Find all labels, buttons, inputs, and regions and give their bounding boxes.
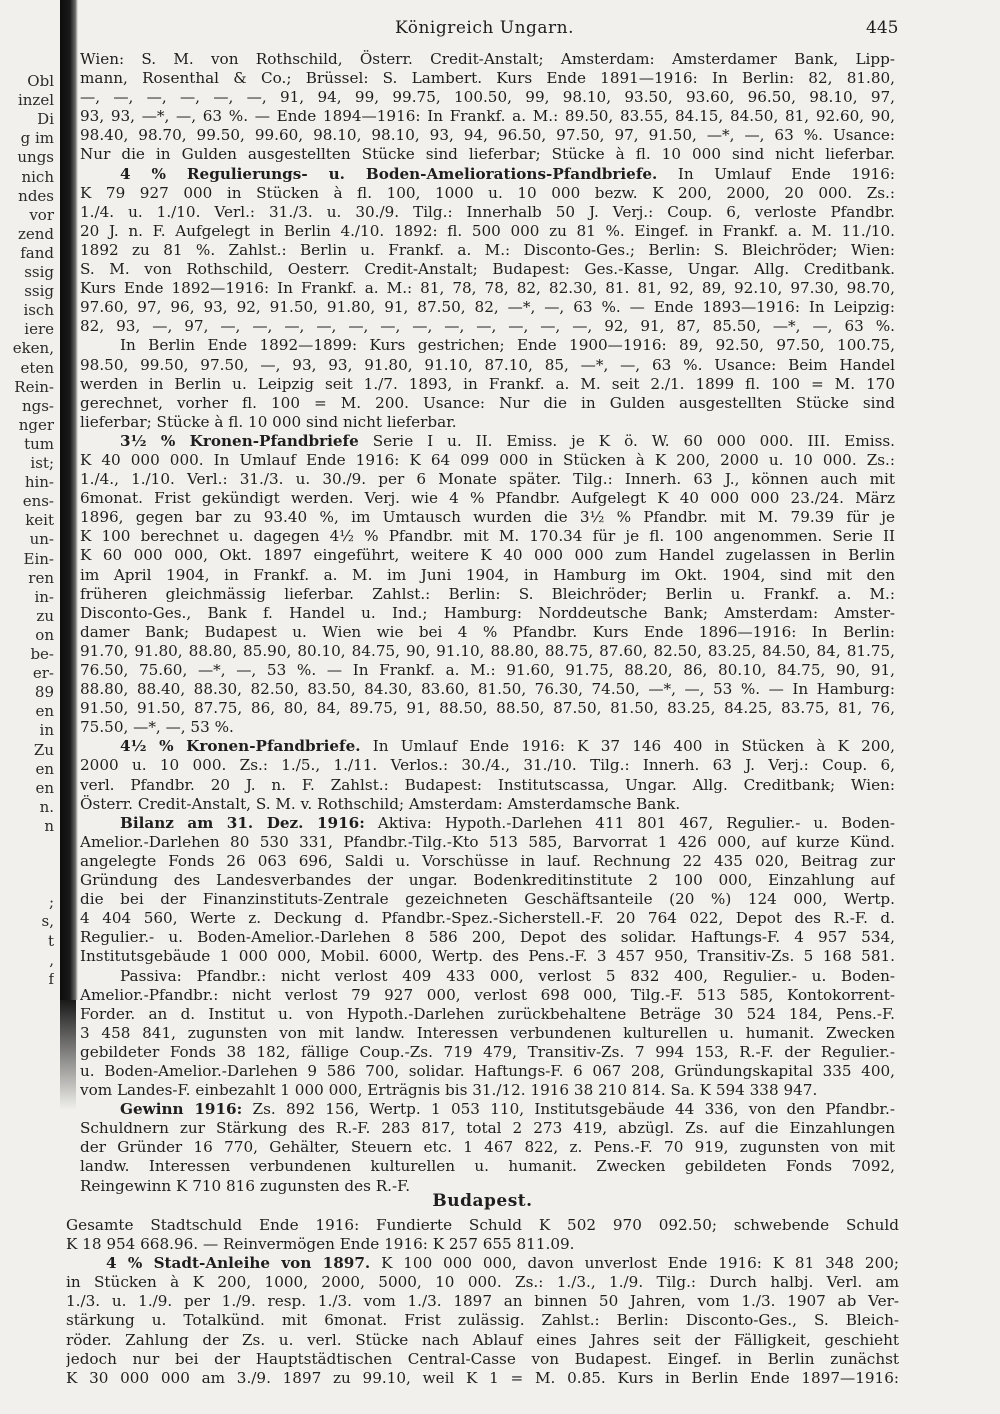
- section-heading: 4½ % Kronen-Pfandbriefe.: [120, 737, 361, 756]
- text-line: K 40 000 000. In Umlauf Ende 1916: K 64 099 000 in Stücken à K 200, 2000 u. 10 000. Zs.:: [80, 450, 895, 469]
- text-line: Regulier.- u. Boden-Amelior.-Darlehen 8 586 200, Depot des solidar. Haftungs-F. 4 957 534,: [80, 928, 895, 947]
- margin-fragment: tum: [24, 434, 54, 453]
- text-line: Gründung des Landesverbandes der ungar. Bodenkreditinstitute 2 100 000, Einzahlung auf: [80, 871, 895, 890]
- section-heading: Gewinn 1916:: [120, 1100, 243, 1119]
- text-line: mann, Rosenthal & Co.; Brüssel: S. Lambert. Kurs Ende 1891—1916: In Berlin: 82, 81.80,: [80, 69, 895, 88]
- margin-fragment: n.: [39, 797, 54, 816]
- page-number: 445: [866, 18, 899, 38]
- margin-fragment: Rein-: [14, 377, 54, 396]
- text-line: jedoch nur bei der Hauptstädtischen Central-Casse von Budapest. Eingef. in Berlin zunächst: [66, 1349, 899, 1368]
- running-title: Königreich Ungarn.: [395, 18, 575, 38]
- text-line: 82, 93, —, 97, —, —, —, —, —, —, —, —, —, —, —, —, 92, 91, 87, 85.50, —*, —, 63 %.: [80, 317, 895, 336]
- margin-fragment: en: [35, 759, 54, 778]
- text-line: stärkung u. Totalkünd. mit 6monat. Frist zulässig. Zahlst.: Berlin: Disconto-Ges., S. Bleich-: [66, 1311, 899, 1330]
- margin-fragment: un-: [29, 530, 54, 549]
- margin-fragment: zend: [17, 224, 54, 243]
- text-line: 93, 93, —*, —, 63 %. — Ende 1894—1916: In Frankf. a. M.: 89.50, 83.55, 84.15, 84.50, 81, 92.60, 90,: [80, 107, 895, 126]
- margin-fragment: in-: [34, 587, 54, 606]
- text-line: Gesamte Stadtschuld Ende 1916: Fundierte Schuld K 502 970 092.50; schwebende Schuld: [66, 1216, 899, 1234]
- margin-fragment: eken,: [12, 339, 54, 358]
- section-bilanz: [80, 814, 895, 1100]
- text-line: Nur die in Gulden ausgestellten Stücke sind lieferbar; Stücke à fl. 10 000 sind nicht lieferbar.: [80, 145, 895, 164]
- section-heading-line: [80, 737, 895, 756]
- heading-rest: In Umlauf Ende 1916: K 37 146 400 in Stücken à K 200,: [372, 737, 895, 756]
- text-line: Kurs Ende 1892—1916: In Frankf. a. M.: 81, 78, 78, 82, 82.30, 81. 81, 92, 89, 92.10, 97.30, 98.70,: [80, 279, 895, 298]
- margin-fragment: ssig: [24, 263, 54, 281]
- text-line: früheren gleichmässig lieferbar. Zahlst.: Berlin: S. Bleichröder; Berlin u. Frankf. a. M.:: [80, 584, 895, 603]
- text-line: 97.60, 97, 96, 93, 92, 91.50, 91.80, 91, 87.50, 82, —*, —, 63 %. — Ende 1893—1916: In Leipzig:: [80, 298, 895, 317]
- margin-fragment: hin-: [24, 473, 54, 492]
- text-line: Disconto-Ges., Bank f. Handel u. Ind.; Hamburg: Norddeutsche Bank; Amsterdam: Amster-: [80, 603, 895, 622]
- text-line: 1./4. u. 1./10. Verl.: 31./3. u. 30./9. Tilg.: Innerhalb 50 J. Verj.: Coup. 6, verloste Pfandbr.: [80, 202, 895, 221]
- text-line: K 60 000 000, Okt. 1897 eingeführt, weitere K 40 000 000 zum Handel zugelassen in Berlin: [80, 546, 895, 565]
- heading-rest: Aktiva: Hypoth.-Darlehen 411 801 467, Regulier.- u. Boden-: [377, 813, 895, 832]
- text-line: 1./4., 1./10. Verl.: 31./3. u. 30./9. per 6 Monate später. Tilg.: Innerh. 63 J., können auch mit: [80, 470, 895, 489]
- text-line: K 30 000 000 am 3./9. 1897 zu 99.10, weil K 1 = M. 0.85. Kurs in Berlin Ende 1897—1916:: [66, 1368, 899, 1387]
- text-line: Forder. an d. Institut u. von Hypoth.-Darlehen zurückbehaltene Beträge 30 524 184, Pens.-F.: [80, 1004, 895, 1023]
- margin-fragment: g im: [20, 129, 54, 148]
- margin-fragment: en: [35, 702, 54, 721]
- text-line: In Berlin Ende 1892—1899: Kurs gestrichen; Ende 1900—1916: 89, 92.50, 97.50, 100.75,: [120, 336, 895, 355]
- text-line: 91.50, 91.50, 87.75, 86, 80, 84, 89.75, 91, 88.50, 88.50, 87.50, 81.50, 83.25, 84.25, 83.75, 81, 76,: [80, 699, 895, 718]
- main-column: [80, 50, 895, 1196]
- section-regulierungs-pfandbriefe: [80, 165, 895, 432]
- margin-fragment: t: [47, 931, 54, 950]
- margin-fragment: n: [44, 816, 54, 835]
- text-line: Wien: S. M. von Rothschild, Österr. Credit-Anstalt; Amsterdam: Amsterdamer Bank, Lipp-: [80, 50, 895, 68]
- text-line: 2000 u. 10 000. Zs.: 1./5., 1./11. Verlos.: 30./4., 31./10. Tilg.: Innerh. 63 J. Verj.: Coup. 6,: [80, 756, 895, 775]
- text-line: 76.50, 75.60, —*, —, 53 %. — In Frankf. a. M.: 91.60, 91.75, 88.20, 86, 80.10, 84.75, 90, 91,: [80, 661, 895, 679]
- margin-fragment: f: [48, 969, 54, 988]
- section-heading-line: [80, 814, 895, 833]
- margin-fragment: zu: [36, 606, 54, 625]
- city-heading: Budapest.: [432, 1191, 533, 1211]
- margin-fragment: Ein-: [23, 549, 54, 568]
- text-line: gerechnet, vorher fl. 100 = M. 200. Usance: Nur die in Gulden ausgestellten Stücke sind: [80, 393, 895, 412]
- section-heading-line: [80, 432, 895, 451]
- text-line: —, —, —, —, —, —, 91, 94, 99, 99.75, 100.50, 99, 98.10, 93.50, 93.60, 96.50, 98.10, 97,: [80, 88, 895, 107]
- heading-rest: Serie I u. II. Emiss. je K ö. W. 60 000 000. III. Emiss.: [372, 431, 895, 450]
- margin-fragment: ,: [49, 950, 54, 969]
- text-line: angelegte Fonds 26 063 696, Saldi u. Vorschüsse in lauf. Rechnung 22 435 020, Beitrag zur: [80, 851, 895, 870]
- text-line: S. M. von Rothschild, Oesterr. Credit-Anstalt; Budapest: Ges.-Kasse, Ungar. Allg. Creditbank.: [80, 260, 895, 279]
- margin-fragment: ssig: [24, 282, 54, 301]
- section-gewinn: [80, 1100, 895, 1195]
- margin-fragment: Obl: [27, 72, 54, 90]
- margin-fragment: Zu: [33, 740, 54, 759]
- margin-fragment: keit: [25, 511, 54, 530]
- margin-fragment: 89: [34, 683, 54, 702]
- text-line: K 100 berechnet u. dagegen 4½ % Pfandbr. mit M. 170.34 für je fl. 100 angenommen. Serie II: [80, 527, 895, 546]
- text-line: vom Landes-F. einbezahlt 1 000 000, Erträgnis bis 31./12. 1916 38 210 814. Sa. K 594 338 947.: [80, 1081, 818, 1100]
- text-line: Passiva: Pfandbr.: nicht verlost 409 433 000, verlost 5 832 400, Regulier.- u. Boden-: [120, 966, 895, 985]
- margin-fragment: vor: [29, 205, 54, 224]
- margin-fragment: ndes: [18, 186, 54, 205]
- text-line: 91.70, 91.80, 88.80, 85.90, 80.10, 84.75, 90, 91.10, 88.80, 88.75, 87.60, 82.50, 83.25, 84.50, 84, 81.75,: [80, 641, 895, 660]
- text-line: 4 404 560, Werte z. Deckung d. Pfandbr.-Spez.-Sicherstell.-F. 20 764 022, Depot des R.-F. d.: [80, 909, 895, 928]
- text-line: Schuldnern zur Stärkung des R.-F. 283 817, total 2 273 419, abzügl. Zs. auf die Einzahlungen: [80, 1119, 895, 1138]
- margin-fragment: en: [35, 778, 54, 797]
- text-line: die bei der Finanzinstituts-Zentrale gezeichneten Geschäftsanteile (20 %) 124 000, Wertp.: [80, 890, 895, 909]
- margin-fragment: ens-: [22, 492, 54, 511]
- text-line: 1./3. u. 1./9. per 1./9. resp. 1./3. vom 1./3. 1897 an binnen 50 Jahren, vom 1./3. 1907 ab Ver-: [66, 1292, 899, 1311]
- text-line: 75.50, —*, —, 53 %.: [80, 718, 234, 737]
- margin-fragment: isch: [23, 301, 54, 320]
- margin-fragment: ngs-: [21, 396, 54, 415]
- text-line: 88.80, 88.40, 88.30, 82.50, 83.50, 84.30, 83.60, 81.50, 76.30, 74.50, —*, —, 53 %. — In Hamburg:: [80, 680, 895, 699]
- margin-fragment: nger: [18, 415, 54, 434]
- section-wien-continuation: [80, 50, 895, 165]
- text-line: Amelior.-Pfandbr.: nicht verlost 79 927 000, verlost 698 000, Tilg.-F. 513 585, Kontokorrent-: [80, 985, 895, 1004]
- text-line: landw. Interessen verbundenen kulturellen u. humanit. Zwecken gebildeten Fonds 7092,: [80, 1157, 895, 1176]
- text-line: K 79 927 000 in Stücken à fl. 100, 1000 u. 10 000 bezw. K 200, 2000, 20 000. Zs.:: [80, 183, 895, 202]
- margin-fragment: inzel: [17, 91, 54, 110]
- section-heading-line: [80, 165, 895, 184]
- binding-gutter: [60, 0, 78, 1000]
- section-heading: 4 % Regulierungs- u. Boden-Ameliorations-Pfandbriefe.: [120, 164, 658, 183]
- budapest-section: [66, 1190, 899, 1388]
- text-line: 1892 zu 81 %. Zahlst.: Berlin u. Frankf. a. M.: Disconto-Ges.; Berlin: S. Bleichröder; Wien:: [80, 240, 895, 259]
- margin-fragment: s,: [41, 912, 54, 931]
- text-line: im April 1904, in Frankf. a. M. im Juni 1904, in Hamburg im Okt. 1904, sind mit den: [80, 565, 895, 584]
- margin-fragment: iere: [24, 320, 54, 339]
- binding-gutter-fade: [60, 1000, 76, 1110]
- text-line: 20 J. n. F. Aufgelegt in Berlin 4./10. 1892: fl. 500 000 zu 81 %. Eingef. in Frankf. a. M. 11./10.: [80, 221, 895, 240]
- loan-heading-line: [66, 1254, 899, 1273]
- section-kronen-pfandbriefe-4-5: [80, 737, 895, 813]
- text-line: u. Boden-Amelior.-Darlehen 9 586 700, solidar. Haftungs-F. 6 067 208, Gründungskapital 335 400,: [80, 1061, 895, 1080]
- section-heading-line: [80, 1100, 895, 1119]
- text-line: der Gründer 16 770, Gehälter, Steuern etc. 1 467 822, z. Pens.-F. 70 919, zugunsten von mit: [80, 1138, 895, 1157]
- text-line: in Stücken à K 200, 1000, 2000, 5000, 10 000. Zs.: 1./3., 1./9. Tilg.: Durch halbj. Verl. am: [66, 1273, 899, 1292]
- margin-fragment: in: [39, 721, 54, 740]
- heading-rest: Zs. 892 156, Wertp. 1 053 110, Institutsgebäude 44 336, von den Pfandbr.-: [252, 1100, 895, 1119]
- margin-fragment: be-: [30, 645, 54, 663]
- text-line: 98.50, 99.50, 97.50, —, 93, 93, 91.80, 91.10, 87.10, 85, —*, —, 63 %. Usance: Beim Handel: [80, 355, 895, 374]
- margin-fragment: ren: [28, 568, 54, 587]
- text-line: Amelior.-Darlehen 80 530 331, Pfandbr.-Tilg.-Kto 513 585, Barvorrat 1 426 000, auf kurze Künd.: [80, 832, 895, 851]
- margin-fragment: ungs: [17, 148, 54, 167]
- text-line: Reingewinn K 710 816 zugunsten des R.-F.: [80, 1176, 411, 1195]
- text-line: 3 458 841, zugunsten von mit landw. Interessen verbundenen kulturellen u. humanit. Zwecken: [80, 1023, 895, 1042]
- text-line: 98.40, 98.70, 99.50, 99.60, 98.10, 98.10, 93, 94, 96.50, 97.50, 97, 91.50, —*, —, 63 %. Usance:: [80, 126, 895, 145]
- text-line: damer Bank; Budapest u. Wien wie bei 4 % Pfandbr. Kurs Ende 1896—1916: In Berlin:: [80, 622, 895, 641]
- text-line: verl. Pfandbr. 20 J. n. F. Zahlst.: Budapest: Institutscassa, Ungar. Allg. Creditbank; Wien:: [80, 775, 895, 794]
- loan-heading-rest: K 100 000 000, davon unverlost Ende 1916: K 81 348 200;: [381, 1254, 899, 1273]
- margin-fragment: er-: [32, 664, 54, 683]
- text-line: gebildeter Fonds 38 182, fällige Coup.-Zs. 719 479, Transitiv-Zs. 7 994 153, R.-F. der Regulier.-: [80, 1042, 895, 1061]
- section-kronen-pfandbriefe-3-5: [80, 432, 895, 738]
- section-heading: Bilanz am 31. Dez. 1916:: [120, 813, 365, 832]
- text-line: 6monat. Frist gekündigt werden. Verj. wie 4 % Pfandbr. Aufgelegt K 40 000 000 23./24. März: [80, 489, 895, 508]
- text-line: Österr. Credit-Anstalt, S. M. v. Rothschild; Amsterdam: Amsterdamsche Bank.: [80, 794, 681, 813]
- section-heading: 3½ % Kronen-Pfandbriefe: [120, 431, 359, 450]
- heading-rest: In Umlauf Ende 1916:: [677, 164, 895, 183]
- text-line: lieferbar; Stücke à fl. 10 000 sind nicht lieferbar.: [80, 412, 457, 431]
- text-line: werden in Berlin u. Leipzig seit 1./7. 1893, in Frankf. a. M. seit 2./1. 1899 fl. 100 = M. 170: [80, 374, 895, 393]
- margin-fragment: eten: [20, 358, 54, 377]
- loan-heading: 4 % Stadt-Anleihe von 1897.: [106, 1254, 371, 1273]
- margin-fragment: ;: [48, 893, 54, 912]
- page-header: [0, 18, 1000, 48]
- margin-fragment: nich: [21, 167, 54, 186]
- margin-fragment: Di: [37, 110, 54, 129]
- left-margin-fragments: [0, 0, 58, 1414]
- text-line: K 18 954 668.96. — Reinvermögen Ende 1916: K 257 655 811.09.: [66, 1235, 575, 1254]
- margin-fragment: on: [35, 625, 54, 644]
- text-line: 1896, gegen bar zu 93.40 %, im Umtausch wurden die 3½ % Pfandbr. mit M. 79.39 für je: [80, 508, 895, 527]
- text-line: röder. Zahlung der Zs. u. verl. Stücke nach Ablauf eines Jahres seit der Fälligkeit, geschieht: [66, 1330, 899, 1349]
- text-line: Institutsgebäude 1 000 000, Mobil. 6000, Wertp. des Pens.-F. 3 457 950, Transitiv-Zs. 5 168 581.: [80, 947, 895, 966]
- margin-fragment: ist;: [30, 454, 54, 472]
- margin-fragment: fand: [20, 243, 54, 262]
